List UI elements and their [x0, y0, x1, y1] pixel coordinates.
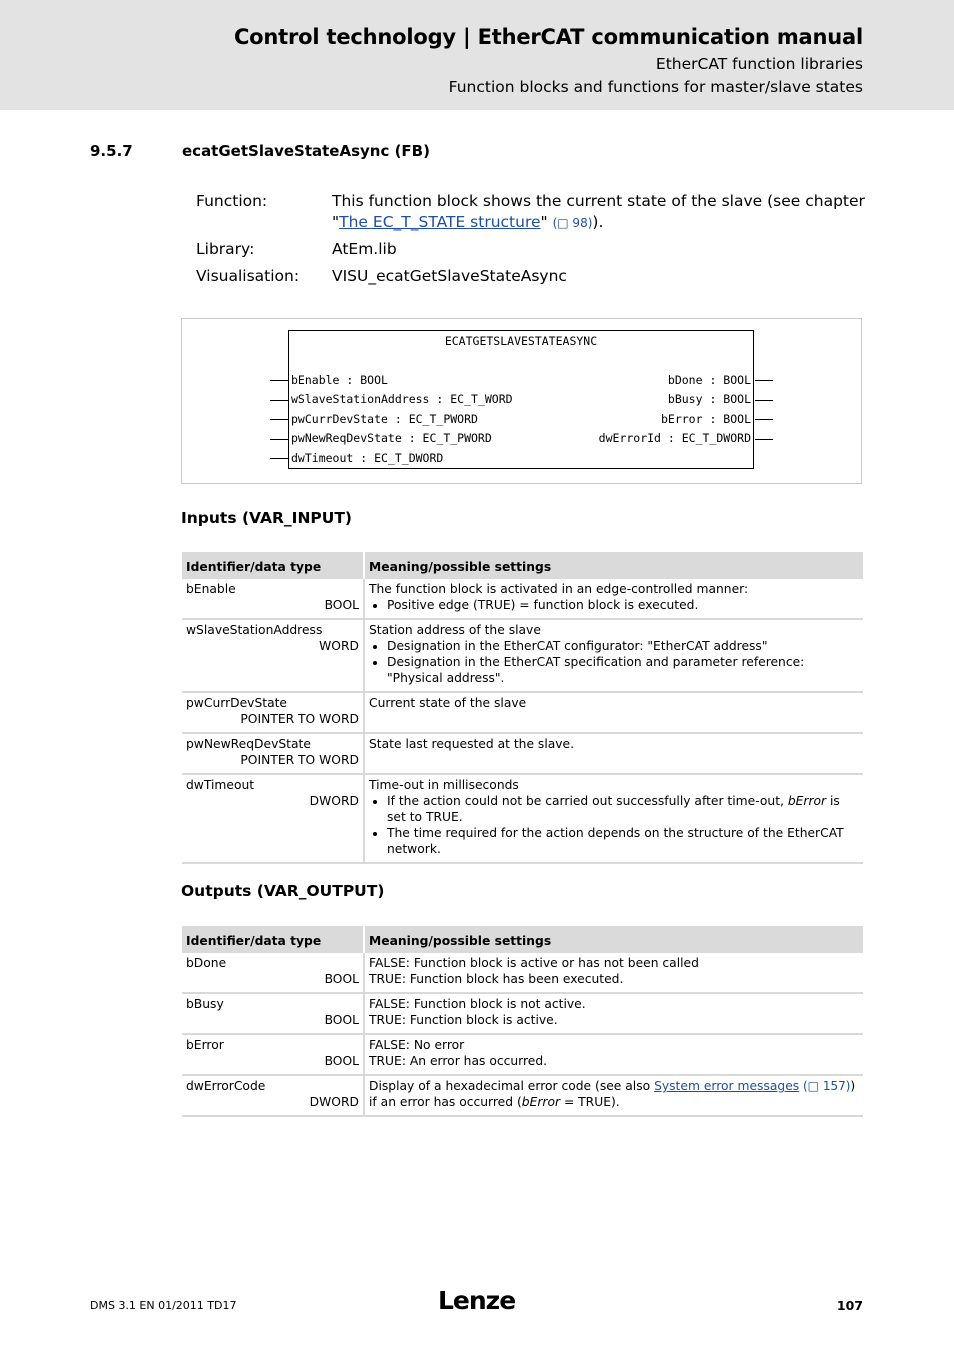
- bullet-item: • Positive edge (TRUE) = function block is executed.: [387, 597, 859, 613]
- outputs-table: [182, 926, 863, 1117]
- meaning-line: FALSE: No error: [369, 1038, 465, 1052]
- meaning-cell: [364, 579, 863, 619]
- column-header-meaning: Meaning/possible settings: [364, 552, 863, 579]
- library-value: AtEm.lib: [332, 240, 397, 258]
- meaning-line: TRUE: Function block is active.: [369, 1013, 558, 1027]
- table-row: [182, 1075, 863, 1116]
- identifier: bBusy: [186, 997, 224, 1011]
- data-type: BOOL: [324, 598, 359, 612]
- data-type: BOOL: [324, 1054, 359, 1068]
- output-pin: [755, 419, 773, 420]
- identifier-cell: [182, 1075, 364, 1116]
- meaning-cell: [364, 733, 863, 774]
- input-pin: [270, 400, 288, 401]
- visualisation-label: Visualisation:: [196, 267, 300, 285]
- table-row: [182, 692, 863, 733]
- data-type: DWORD: [309, 794, 359, 808]
- identifier-cell: [182, 692, 364, 733]
- document-id: DMS 3.1 EN 01/2011 TD17: [90, 1299, 237, 1312]
- identifier-cell: [182, 774, 364, 863]
- output-pin: [755, 439, 773, 440]
- meaning-text: Time-out in milliseconds: [369, 778, 519, 792]
- identifier-cell: [182, 733, 364, 774]
- identifier: pwNewReqDevState: [186, 737, 311, 751]
- meaning-cell: [364, 1075, 863, 1116]
- inputs-table: [182, 552, 863, 864]
- table-header-row: [182, 552, 863, 579]
- meaning-text: State last requested at the slave.: [369, 737, 575, 751]
- ec-t-state-link[interactable]: The EC_T_STATE structure: [339, 213, 541, 231]
- column-header-meaning: Meaning/possible settings: [364, 926, 863, 953]
- table-row: [182, 619, 863, 692]
- meaning-text: The function block is activated in an edge-controlled manner:: [369, 582, 749, 596]
- meaning-text: Station address of the slave: [369, 623, 541, 637]
- table-row: [182, 953, 863, 993]
- section-number: 9.5.7: [90, 142, 133, 160]
- identifier: bDone: [186, 956, 227, 970]
- identifier: bEnable: [186, 582, 236, 596]
- bullet-item: [387, 793, 859, 825]
- page-reference-157[interactable]: (□ 157): [799, 1079, 851, 1093]
- bullet-item: • Designation in the EtherCAT specification and parameter reference: "Physical address".: [387, 654, 859, 686]
- input-pin: [270, 419, 288, 420]
- bullet-text: is set to TRUE.: [387, 794, 840, 824]
- data-type: POINTER TO WORD: [240, 712, 359, 726]
- header-subtitle-2: Function blocks and functions for master/slave states: [448, 78, 863, 96]
- identifier-cell: [182, 619, 364, 692]
- meaning-cell: [364, 1034, 863, 1075]
- outputs-heading: Outputs (VAR_OUTPUT): [181, 882, 385, 900]
- quote-close: ": [540, 213, 548, 231]
- fb-input-3: pwNewReqDevState : EC_T_PWORD: [291, 431, 492, 445]
- meaning-text: Current state of the slave: [369, 696, 527, 710]
- meaning-text: ) if an error has occurred (: [369, 1079, 856, 1109]
- fb-input-2: pwCurrDevState : EC_T_PWORD: [291, 412, 478, 426]
- fb-output-0: bDone : BOOL: [667, 373, 751, 387]
- meaning-line: TRUE: An error has occurred.: [369, 1054, 548, 1068]
- fb-output-2: bError : BOOL: [660, 412, 751, 426]
- fb-input-0: bEnable : BOOL: [291, 373, 388, 387]
- library-label: Library:: [196, 240, 255, 258]
- data-type: BOOL: [324, 1013, 359, 1027]
- data-type: WORD: [319, 639, 359, 653]
- page-header: [0, 0, 954, 110]
- meaning-line: FALSE: Function block is active or has not been called: [369, 956, 699, 970]
- column-header-identifier: Identifier/data type: [182, 552, 364, 579]
- berror-emphasis: bError: [787, 794, 827, 808]
- identifier-cell: [182, 993, 364, 1034]
- bullet-text: If the action could not be carried out successfully after time-out,: [387, 794, 788, 808]
- output-pin: [755, 400, 773, 401]
- table-row: [182, 733, 863, 774]
- quote-open: ": [332, 213, 340, 231]
- identifier-cell: [182, 953, 364, 993]
- data-type: DWORD: [309, 1095, 359, 1109]
- column-header-identifier: Identifier/data type: [182, 926, 364, 953]
- header-subtitle-1: EtherCAT function libraries: [655, 55, 863, 73]
- table-header-row: [182, 926, 863, 953]
- identifier: dwErrorCode: [186, 1079, 266, 1093]
- function-block-diagram: [288, 330, 754, 469]
- fb-output-3: dwErrorId : EC_T_DWORD: [598, 431, 751, 445]
- visualisation-value: VISU_ecatGetSlaveStateAsync: [332, 267, 567, 285]
- meaning-text: = TRUE).: [560, 1095, 620, 1109]
- berror-emphasis: bError: [521, 1095, 561, 1109]
- bullet-item: • The time required for the action depends on the structure of the EtherCAT network.: [387, 825, 859, 857]
- meaning-cell: [364, 692, 863, 733]
- function-text: This function block shows the current state of the slave (see chapter: [332, 192, 865, 210]
- meaning-line: TRUE: Function block has been executed.: [369, 972, 624, 986]
- meaning-cell: [364, 619, 863, 692]
- meaning-cell: [364, 774, 863, 863]
- system-error-messages-link[interactable]: System error messages: [654, 1079, 800, 1093]
- input-pin: [270, 380, 288, 381]
- input-pin: [270, 439, 288, 440]
- data-type: POINTER TO WORD: [240, 753, 359, 767]
- identifier-cell: [182, 1034, 364, 1075]
- meaning-cell: [364, 953, 863, 993]
- identifier: bError: [186, 1038, 224, 1052]
- page-reference-98[interactable]: (□ 98): [552, 216, 593, 230]
- table-row: [182, 1034, 863, 1075]
- data-type: BOOL: [324, 972, 359, 986]
- meaning-cell: [364, 993, 863, 1034]
- fb-name: ECATGETSLAVESTATEASYNC: [444, 334, 598, 348]
- bullet-item: • Designation in the EtherCAT configurator: "EtherCAT address": [387, 638, 859, 654]
- identifier: dwTimeout: [186, 778, 255, 792]
- lenze-logo: Lenze: [438, 1286, 516, 1315]
- table-row: [182, 579, 863, 619]
- identifier-cell: [182, 579, 364, 619]
- table-row: [182, 774, 863, 863]
- function-label: Function:: [196, 192, 268, 210]
- inputs-heading: Inputs (VAR_INPUT): [181, 509, 353, 527]
- fb-output-1: bBusy : BOOL: [667, 392, 751, 406]
- fb-input-4: dwTimeout : EC_T_DWORD: [291, 451, 444, 465]
- identifier: pwCurrDevState: [186, 696, 287, 710]
- input-pin: [270, 458, 288, 459]
- function-description: [332, 191, 872, 234]
- page-number: 107: [836, 1298, 863, 1313]
- fb-input-1: wSlaveStationAddress : EC_T_WORD: [291, 392, 513, 406]
- meaning-line: FALSE: Function block is not active.: [369, 997, 586, 1011]
- meaning-text: Display of a hexadecimal error code (see also: [369, 1079, 655, 1093]
- output-pin: [755, 380, 773, 381]
- table-row: [182, 993, 863, 1034]
- header-title: Control technology | EtherCAT communication manual: [233, 25, 863, 49]
- section-title: ecatGetSlaveStateAsync (FB): [182, 142, 430, 160]
- function-end: ).: [592, 213, 604, 231]
- identifier: wSlaveStationAddress: [186, 623, 323, 637]
